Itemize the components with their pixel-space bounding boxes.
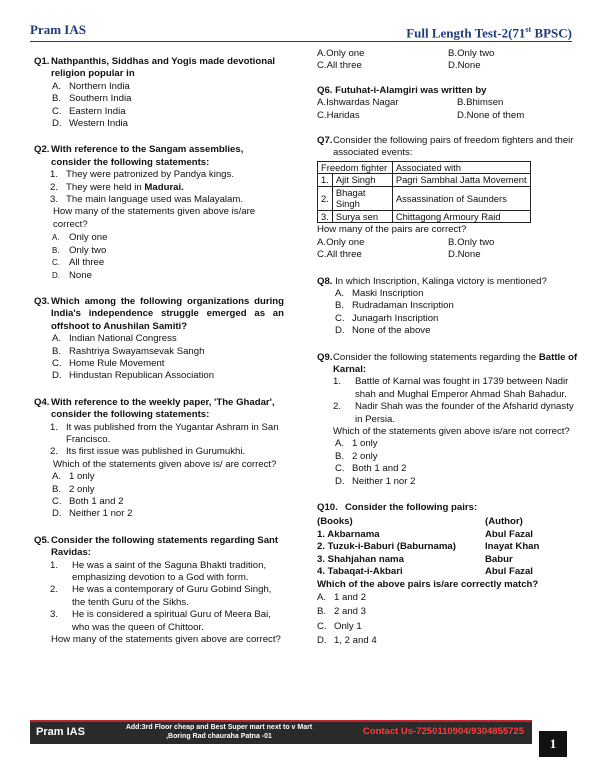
option bbox=[317, 476, 579, 488]
question-prompt: Which of the statements given above is/are not correct? bbox=[333, 426, 570, 438]
question-text bbox=[34, 397, 284, 422]
header-brand: Pram IAS bbox=[30, 22, 86, 37]
option bbox=[34, 245, 284, 257]
question-9 bbox=[317, 352, 579, 488]
statement-text: Battle of Karnal was fought in 1739 between Nadir shah and Mughal Emperor Ahmad Shah Bahadur. bbox=[355, 376, 569, 400]
question-number: Q10. bbox=[317, 502, 338, 514]
option-text: 1 only bbox=[69, 471, 95, 483]
question-7 bbox=[317, 135, 579, 262]
question-text bbox=[34, 144, 284, 169]
statement-text: Nadir Shah was the founder of the Afsharid dynasty in Persia. bbox=[355, 401, 574, 425]
question-3 bbox=[34, 296, 284, 383]
option-text: D.None bbox=[448, 249, 481, 261]
option-text: Rashtriya Swayamsevak Sangh bbox=[69, 345, 205, 357]
question-body: In which Inscription, Kalinga victory is mentioned? bbox=[335, 275, 547, 287]
statement-number: 1. bbox=[50, 169, 59, 181]
option-letter: A. bbox=[52, 333, 62, 345]
statement bbox=[50, 446, 284, 458]
statement bbox=[50, 194, 284, 206]
option bbox=[317, 463, 579, 475]
option bbox=[34, 496, 284, 508]
option bbox=[34, 81, 284, 93]
option-letter: C. bbox=[335, 312, 345, 324]
option-text: B.Bhimsen bbox=[457, 97, 504, 109]
option bbox=[34, 270, 284, 282]
pair-row bbox=[317, 529, 579, 541]
pair-row bbox=[317, 554, 579, 566]
test-title-sup: st bbox=[525, 25, 532, 34]
option-letter: C. bbox=[317, 620, 327, 632]
question-body: Consider the following pairs of freedom fighters and their associated events: bbox=[333, 135, 574, 159]
statement-number: 3. bbox=[50, 194, 59, 206]
option-text: Neither 1 nor 2 bbox=[69, 508, 133, 520]
options bbox=[317, 592, 579, 648]
table-cell: 3. bbox=[318, 210, 333, 223]
option bbox=[34, 118, 284, 130]
right-column bbox=[317, 48, 579, 657]
option-letter: B. bbox=[335, 300, 345, 312]
options bbox=[34, 232, 284, 282]
question-body: Which among the following organizations during India's independence struggle emerged as an offshoot to Anushilan Samiti? bbox=[51, 295, 284, 332]
option-text: Only 1 bbox=[334, 620, 362, 632]
option-letter: D. bbox=[52, 508, 62, 520]
page-number: 1 bbox=[539, 731, 567, 757]
question-8 bbox=[317, 276, 579, 338]
option bbox=[34, 484, 284, 496]
option-text: Only two bbox=[69, 244, 107, 256]
option bbox=[317, 300, 579, 312]
option bbox=[34, 93, 284, 105]
option-letter: C. bbox=[52, 496, 62, 507]
statement bbox=[50, 422, 284, 447]
statement-text: He was a contemporary of Guru Gobind Singh, the tenth Guru of the Sikhs. bbox=[72, 584, 272, 608]
option bbox=[34, 333, 284, 345]
question-10 bbox=[317, 502, 579, 647]
pair-author: Babur bbox=[485, 553, 513, 565]
table-cell: Assassination of Saunders bbox=[392, 186, 530, 210]
option-text: C.Haridas bbox=[317, 109, 360, 121]
statements bbox=[34, 560, 284, 634]
option-text: 2 only bbox=[69, 483, 95, 495]
option-letter: B. bbox=[52, 345, 62, 357]
test-title-text: Full Length Test-2(71 bbox=[406, 25, 526, 41]
pair-author: Abul Fazal bbox=[485, 566, 533, 578]
statement bbox=[50, 609, 284, 634]
question-5-options bbox=[317, 48, 579, 73]
option-text: Junagarh Inscription bbox=[352, 312, 439, 324]
option-letter: D. bbox=[317, 635, 327, 647]
statements bbox=[34, 422, 284, 459]
option-text: 2 and 3 bbox=[334, 606, 367, 618]
option-letter: A. bbox=[317, 591, 327, 603]
statement-text: It was published from the Yugantar Ashram in San Francisco. bbox=[66, 421, 279, 445]
option-text: D.None bbox=[448, 60, 481, 72]
statement-text: He was a saint of the Saguna Bhakti tradition, emphasizing devotion to a God with form. bbox=[72, 559, 267, 584]
question-2 bbox=[34, 144, 284, 281]
pair-row bbox=[317, 541, 579, 553]
option bbox=[34, 508, 284, 520]
option-text: All three bbox=[69, 257, 105, 269]
option bbox=[317, 635, 579, 647]
question-text bbox=[317, 352, 579, 377]
question-prompt: How many of the statements given above are correct? bbox=[51, 634, 281, 646]
option-letter: B. bbox=[52, 93, 62, 105]
question-number: Q9. bbox=[317, 351, 333, 363]
table-header-cell: Freedom fighter bbox=[318, 161, 393, 174]
statement-text: The main language used was Malayalam. bbox=[66, 194, 244, 206]
option-letter: B. bbox=[52, 483, 62, 495]
question-1 bbox=[34, 56, 284, 130]
option bbox=[317, 438, 579, 450]
pair-book: 3. Shahjahan nama bbox=[317, 553, 404, 565]
option bbox=[317, 621, 579, 633]
statement-bold: Madurai. bbox=[144, 181, 184, 193]
option bbox=[34, 232, 284, 244]
pair-book: 2. Tuzuk-i-Baburi (Baburnama) bbox=[317, 541, 456, 553]
question-text bbox=[317, 502, 579, 514]
option-letter: A. bbox=[52, 471, 62, 483]
question-number: Q3. bbox=[34, 295, 50, 307]
option bbox=[317, 606, 579, 618]
option-text: Both 1 and 2 bbox=[352, 463, 407, 475]
option bbox=[317, 451, 579, 463]
statement-text: They were held in bbox=[66, 181, 145, 193]
statement-number: 2. bbox=[50, 446, 59, 458]
table-row bbox=[318, 174, 531, 187]
question-text bbox=[317, 85, 579, 97]
option bbox=[34, 358, 284, 370]
question-body: Consider the following statements regarding Sant Ravidas: bbox=[51, 534, 279, 559]
table-cell: Bhagat Singh bbox=[332, 186, 392, 210]
option bbox=[317, 288, 579, 300]
option-text: Rudradaman Inscription bbox=[352, 300, 454, 312]
statement-text: Its first issue was published in Gurumukhi. bbox=[66, 446, 246, 458]
option-letter: B. bbox=[317, 606, 327, 618]
table-cell: 2. bbox=[318, 186, 333, 210]
table-cell: Chittagong Armoury Raid bbox=[392, 210, 530, 223]
option-row bbox=[317, 237, 579, 249]
options bbox=[34, 81, 284, 131]
option-text: D.None of them bbox=[457, 109, 525, 121]
question-prompt: How many of the pairs are correct? bbox=[317, 224, 467, 236]
question-number: Q1. bbox=[34, 56, 50, 67]
statement-number: 3. bbox=[50, 609, 59, 621]
test-title bbox=[406, 24, 572, 40]
option-letter: C. bbox=[52, 258, 60, 268]
question-body: Nathpanthis, Siddhas and Yogis made devotional religion popular in bbox=[51, 56, 276, 80]
option-text: 1 only bbox=[352, 438, 378, 450]
question-4 bbox=[34, 397, 284, 521]
question-text bbox=[34, 535, 284, 560]
option-letter: A. bbox=[52, 80, 62, 92]
statements bbox=[317, 376, 579, 426]
option-letter: C. bbox=[335, 463, 345, 475]
statement-number: 1. bbox=[333, 376, 342, 388]
option bbox=[34, 106, 284, 118]
option bbox=[34, 471, 284, 483]
table-cell: Pagri Sambhal Jatta Movement bbox=[392, 174, 530, 187]
footer-address: Add:3rd Floor cheap and Best Super mart next to v Mart ,Boring Rad chauraha Patna -01 bbox=[125, 724, 313, 740]
option-letter: B. bbox=[52, 245, 60, 255]
statement bbox=[333, 401, 579, 426]
question-text bbox=[34, 296, 284, 333]
statement-number: 1. bbox=[50, 421, 59, 433]
question-5 bbox=[34, 535, 284, 647]
table-row bbox=[318, 186, 531, 210]
option-letter: C. bbox=[52, 105, 62, 117]
statement bbox=[333, 376, 579, 401]
table-header-row bbox=[318, 161, 531, 174]
option-text: Both 1 and 2 bbox=[69, 496, 124, 507]
question-6 bbox=[317, 85, 579, 122]
option-text: Southern India bbox=[69, 93, 132, 105]
pair-author: Inayat Khan bbox=[485, 541, 540, 553]
left-column bbox=[34, 48, 284, 655]
option-text: 1 and 2 bbox=[334, 591, 367, 603]
question-text bbox=[317, 135, 579, 160]
question-number: Q2. bbox=[34, 144, 50, 156]
column-header: (Books) bbox=[317, 516, 353, 528]
option-text: Maski Inscription bbox=[352, 287, 424, 299]
table-cell: Surya sen bbox=[332, 210, 392, 223]
statement-text: He is considered a spiritual Guru of Meera Bai, who was the queen of Chittoor. bbox=[72, 609, 271, 633]
footer-brand: Pram IAS bbox=[36, 726, 85, 738]
option-text: C.All three bbox=[317, 60, 362, 72]
question-body: With reference to the weekly paper, 'The Ghadar', consider the following statements: bbox=[51, 396, 275, 421]
footer-contact: Contact Us-7250110904/9304855725 bbox=[362, 726, 524, 737]
option-text: None bbox=[69, 269, 92, 281]
pairs-header bbox=[317, 516, 579, 528]
question-number: Q5. bbox=[34, 534, 50, 546]
option-letter: A. bbox=[335, 438, 345, 450]
option-text: Indian National Congress bbox=[69, 333, 177, 345]
statement-number: 2. bbox=[50, 584, 59, 596]
option-text: Only one bbox=[69, 232, 108, 244]
option-text: C.All three bbox=[317, 249, 362, 261]
question-number: Q4. bbox=[34, 396, 50, 408]
question-text bbox=[317, 276, 579, 288]
option bbox=[34, 370, 284, 382]
question-prompt: Which of the above pairs is/are correctly match? bbox=[317, 578, 539, 590]
option-row bbox=[317, 97, 579, 109]
options bbox=[34, 471, 284, 521]
question-number: Q7. bbox=[317, 135, 333, 147]
test-title-suffix: BPSC) bbox=[531, 25, 572, 41]
pair-row bbox=[317, 566, 579, 578]
option-text: A.Ishwardas Nagar bbox=[317, 97, 399, 109]
options bbox=[317, 438, 579, 488]
option-text: Neither 1 nor 2 bbox=[352, 475, 416, 487]
question-body: Consider the following pairs: bbox=[345, 502, 478, 514]
statement-number: 2. bbox=[50, 181, 59, 193]
option-row bbox=[317, 110, 579, 122]
option-letter: D. bbox=[335, 325, 345, 337]
option bbox=[317, 325, 579, 337]
option-row bbox=[317, 48, 579, 60]
option-letter: D. bbox=[335, 475, 345, 487]
page-header bbox=[30, 22, 572, 42]
column-header: (Author) bbox=[485, 516, 523, 528]
table-row bbox=[318, 210, 531, 223]
statement bbox=[50, 182, 284, 194]
statement bbox=[50, 560, 284, 585]
option-text: Northern India bbox=[69, 80, 130, 92]
statements bbox=[34, 169, 284, 206]
option-text: Home Rule Movement bbox=[69, 357, 165, 369]
pair-book: 4. Tabaqat-i-Akbari bbox=[317, 566, 403, 578]
question-body-bold: Battle of Karnal: bbox=[333, 351, 578, 375]
option-letter: A. bbox=[335, 287, 345, 299]
table-cell: Ajit Singh bbox=[332, 174, 392, 187]
question-body: Futuhat-i-Alamgiri was written by bbox=[335, 84, 487, 96]
pair-author: Abul Fazal bbox=[485, 528, 533, 540]
option-row bbox=[317, 249, 579, 261]
statement-text: They were patronized by Pandya kings. bbox=[66, 169, 234, 181]
question-text bbox=[34, 56, 284, 81]
option-text: B.Only two bbox=[448, 236, 495, 248]
question-number: Q6. bbox=[317, 84, 333, 96]
option-letter: D. bbox=[52, 370, 62, 382]
table-header-cell: Associated with bbox=[392, 161, 530, 174]
question-body: With reference to the Sangam assemblies, consider the following statements: bbox=[51, 144, 244, 168]
option-text: A.Only one bbox=[317, 48, 365, 59]
option-letter: A. bbox=[52, 233, 60, 243]
question-prompt: How many of the statements given above is/are correct? bbox=[53, 206, 256, 230]
statement bbox=[50, 169, 284, 181]
option bbox=[317, 313, 579, 325]
statement-number: 1. bbox=[50, 559, 59, 571]
option-letter: C. bbox=[52, 357, 62, 369]
pair-book: 1. Akbarnama bbox=[317, 528, 380, 540]
option-letter: D. bbox=[52, 118, 62, 130]
freedom-fighters-table bbox=[317, 161, 531, 224]
option-text: Eastern India bbox=[69, 105, 126, 117]
option-text: Hindustan Republican Association bbox=[69, 370, 215, 382]
option-text: A.Only one bbox=[317, 236, 365, 248]
option bbox=[34, 257, 284, 269]
question-prompt: Which of the statements given above is/ are correct? bbox=[53, 458, 277, 470]
option-text: 1, 2 and 4 bbox=[334, 635, 377, 647]
option-text: 2 only bbox=[352, 450, 378, 462]
option-text: Western India bbox=[69, 118, 129, 130]
statement-number: 2. bbox=[333, 401, 342, 413]
option-letter: D. bbox=[52, 270, 60, 280]
option-letter: B. bbox=[335, 450, 345, 462]
option-text: B.Only two bbox=[448, 48, 495, 59]
question-number: Q8. bbox=[317, 275, 333, 287]
options bbox=[317, 288, 579, 338]
table-cell: 1. bbox=[318, 174, 333, 187]
page-footer bbox=[30, 722, 532, 744]
option-text: None of the above bbox=[352, 325, 431, 337]
option bbox=[317, 592, 579, 604]
option bbox=[34, 346, 284, 358]
option-row bbox=[317, 60, 579, 72]
statement bbox=[50, 584, 284, 609]
options bbox=[34, 333, 284, 383]
question-body: Consider the following statements regarding the bbox=[333, 351, 539, 363]
